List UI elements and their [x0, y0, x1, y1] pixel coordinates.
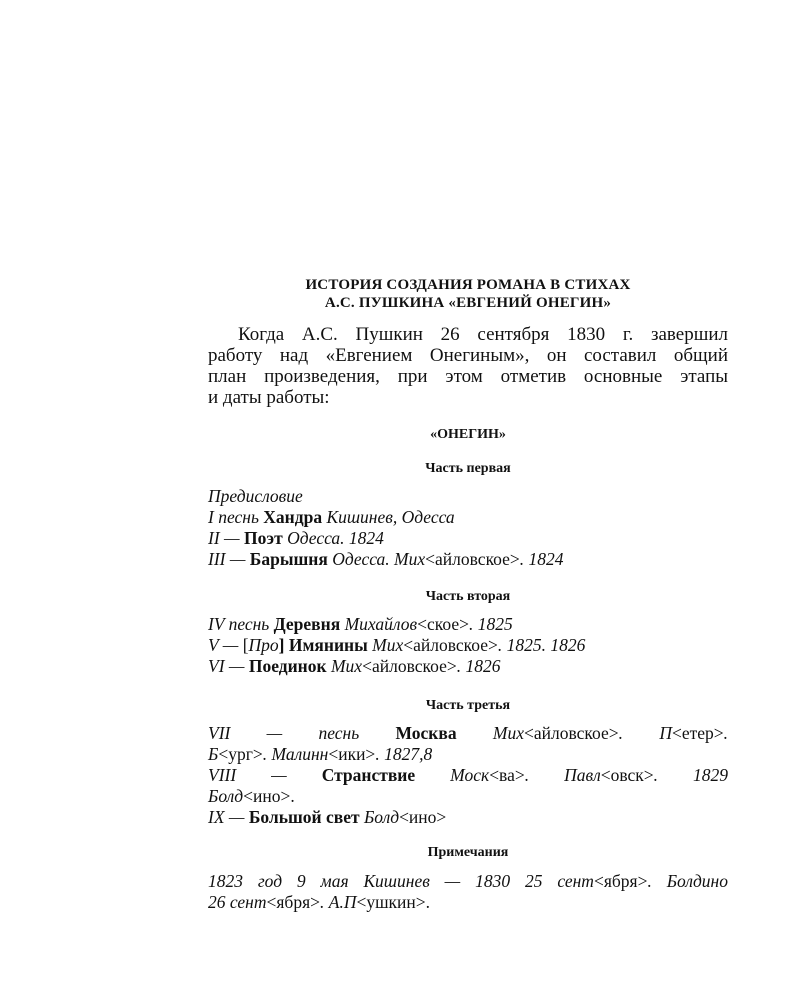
part1-row-2-num: II — — [208, 528, 244, 548]
notes-row-1-text: 1823 год 9 мая Кишинев — 1830 25 сент — [208, 871, 594, 891]
part2-row-2-year: . 1825. 1826 — [497, 635, 586, 655]
intro-paragraph — [208, 324, 728, 408]
part2-row-2 — [208, 635, 728, 656]
part3-row-5 — [208, 807, 728, 828]
plan-title: «ОНЕГИН» — [430, 427, 506, 442]
part3-row-2-expansion: <ург> — [218, 744, 263, 764]
part3-row-3-expansion-2: <овск> — [600, 765, 654, 785]
part3-row-5-num: IX — — [208, 807, 249, 827]
part3-row-1-abbr: Мих — [456, 723, 524, 743]
part1-row-3-abbr: Мих — [394, 549, 426, 569]
part3-row-1-abbr-2: . П — [618, 723, 672, 743]
part2-row-2-pro: Про — [248, 635, 279, 655]
intro-line-3: план произведения, при этом отметив основные этапы — [208, 366, 728, 387]
part3-row-2 — [208, 744, 728, 765]
page-title-line-2: А.С. ПУШКИНА «ЕВГЕНИЙ ОНЕГИН» — [324, 295, 612, 311]
part1-row-1 — [208, 507, 728, 528]
part2-row-2-expansion: <айловское> — [403, 635, 498, 655]
part2-list — [208, 614, 728, 677]
part3-row-3-title: Странствие — [321, 765, 416, 785]
notes-row-1-expansion: <ября> — [593, 871, 648, 891]
part1-row-3-title: Барышня — [249, 549, 328, 569]
part3-row-1-title: Москва — [395, 723, 457, 743]
part3-heading: Часть третья — [425, 698, 511, 713]
notes-heading: Примечания — [427, 845, 509, 860]
notes-row-2-expansion: <ября> — [266, 892, 320, 912]
notes-text — [208, 871, 728, 913]
notes-row-2 — [208, 892, 728, 913]
part1-preface: Предисловие — [208, 486, 303, 506]
part3-row-4-expansion: <ино> — [243, 786, 291, 806]
notes-row-2-expansion-2: <ушкин> — [356, 892, 426, 912]
part2-row-3-title: Поединок — [248, 656, 327, 676]
part2-row-2-title: ] Имянины — [278, 635, 368, 655]
part3-row-4-abbr: Болд — [208, 786, 244, 806]
part3-row-5-title: Большой свет — [248, 807, 360, 827]
part3-row-4-dot: . — [290, 786, 295, 806]
part3-row-3-abbr-2: . Павл — [524, 765, 601, 785]
part3-row-1-expansion-2: <етер> — [671, 723, 724, 743]
part2-row-2-num: V — — [208, 635, 243, 655]
part3-list — [208, 723, 728, 828]
part1-list — [208, 486, 728, 570]
part1-row-1-title: Хандра — [263, 507, 323, 527]
intro-line-1: Когда А.С. Пушкин 26 сентября 1830 г. завершил — [238, 324, 728, 345]
part3-row-5-abbr: Болд — [359, 807, 400, 827]
part3-row-2-abbr: Б — [208, 744, 219, 764]
part1-heading: Часть первая — [425, 461, 511, 476]
part3-row-1-num: VII — песнь — [208, 723, 396, 743]
part2-row-3-num: VI — — [208, 656, 249, 676]
part3-row-3-expansion: <ва> — [489, 765, 525, 785]
part2-row-1-place: Михайлов — [340, 614, 418, 634]
part3-row-3 — [208, 765, 728, 786]
intro-line-2: работу над «Евгением Онегиным», он составил общий — [208, 345, 728, 366]
part1-row-2-title: Поэт — [243, 528, 283, 548]
part2-row-3-year: . 1826 — [456, 656, 501, 676]
part2-row-2-bracket-open: [ — [242, 635, 249, 655]
notes-row-1 — [208, 871, 728, 892]
part3-row-3-abbr: Моск — [415, 765, 490, 785]
intro-line-4: и даты работы: — [208, 387, 330, 408]
part1-row-1-num: I песнь — [208, 507, 264, 527]
part1-row-3 — [208, 549, 728, 570]
part3-row-1 — [208, 723, 728, 744]
notes-row-2-sign: . А.П — [320, 892, 357, 912]
part3-row-2-year: . 1827,8 — [375, 744, 433, 764]
part1-row-3-place: Одесса. — [327, 549, 395, 569]
part2-row-1-title: Деревня — [273, 614, 341, 634]
part2-row-2-abbr: Мих — [367, 635, 404, 655]
part2-row-1 — [208, 614, 728, 635]
part1-row-3-num: III — — [208, 549, 250, 569]
part3-row-5-expansion: <ино> — [399, 807, 447, 827]
notes-row-2-date: 26 сент — [208, 892, 267, 912]
part3-row-4 — [208, 786, 728, 807]
notes-row-2-dot: . — [425, 892, 431, 912]
part1-row-1-place: Кишинев, Одесса — [322, 507, 455, 527]
part3-row-3-num: VIII — — [208, 765, 322, 785]
part1-row-2 — [208, 528, 728, 549]
page-title-line-1: ИСТОРИЯ СОЗДАНИЯ РОМАНА В СТИХАХ — [305, 277, 631, 293]
part1-row-3-expansion: <айловское> — [425, 549, 520, 569]
part2-row-3 — [208, 656, 728, 677]
part2-row-1-expansion: <ское> — [417, 614, 469, 634]
part2-row-1-num: IV песнь — [208, 614, 274, 634]
part3-row-3-year: . 1829 — [653, 765, 728, 785]
notes-row-1-place: . Болдино — [647, 871, 728, 891]
part3-row-1-expansion: <айловское> — [524, 723, 619, 743]
part3-row-2-expansion-2: <ики> — [328, 744, 376, 764]
part3-row-2-abbr-2: . Малинн — [262, 744, 329, 764]
part2-heading: Часть вторая — [425, 589, 511, 604]
part2-row-3-expansion: <айловское> — [362, 656, 457, 676]
part2-row-1-year: . 1825 — [468, 614, 513, 634]
part1-row-3-year: . 1824 — [519, 549, 564, 569]
part1-row-2-place: Одесса. 1824 — [282, 528, 384, 548]
part2-row-3-abbr: Мих — [326, 656, 363, 676]
part3-row-1-dot: . — [723, 723, 728, 743]
